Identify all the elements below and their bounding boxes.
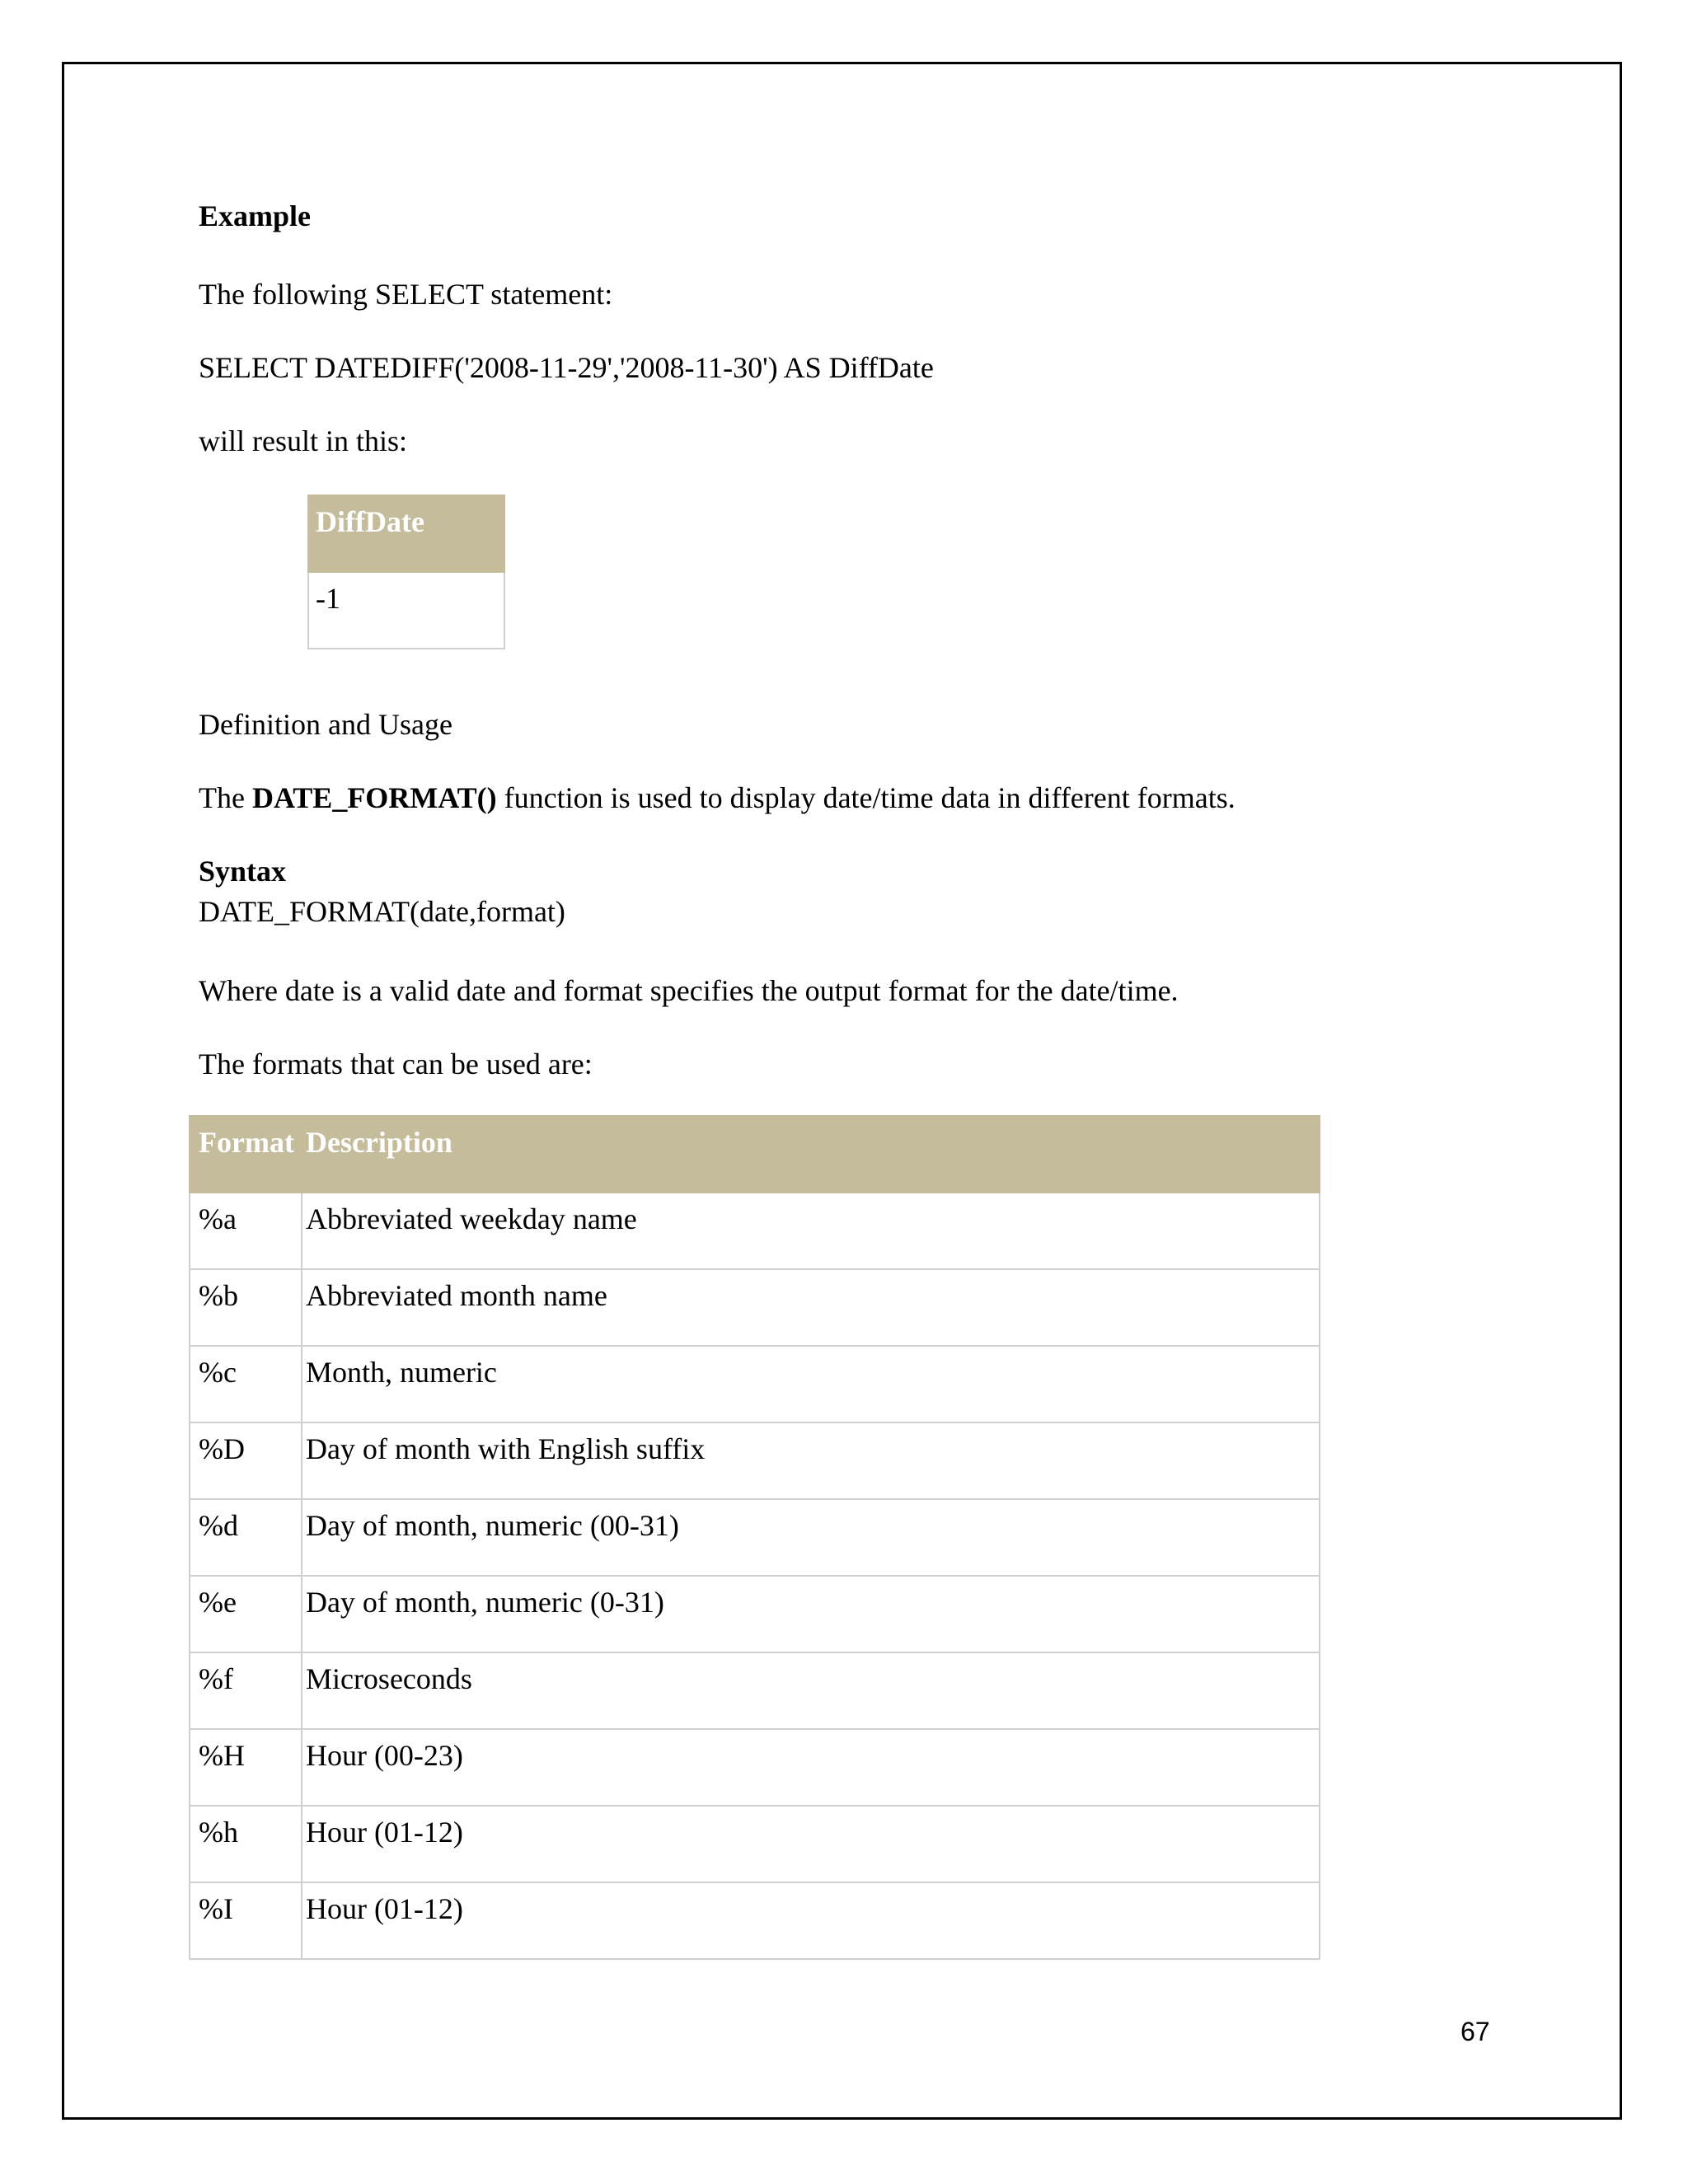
result-header-row — [308, 495, 504, 572]
format-cell: %H — [190, 1729, 302, 1806]
header-format: Format — [190, 1116, 302, 1193]
formats-table — [189, 1115, 1320, 1960]
format-cell: %D — [190, 1422, 302, 1499]
table-row — [190, 1499, 1320, 1576]
description-cell: Abbreviated weekday name — [302, 1193, 1320, 1269]
where-text: Where date is a valid date and format specifies the output format for the date/time. — [199, 974, 1179, 1007]
result-intro: will result in this: — [199, 424, 408, 457]
table-row — [190, 1882, 1320, 1959]
description-cell: Month, numeric — [302, 1346, 1320, 1422]
description-cell: Abbreviated month name — [302, 1269, 1320, 1346]
format-cell: %d — [190, 1499, 302, 1576]
header-description: Description — [302, 1116, 1320, 1193]
formats-header-row — [190, 1116, 1320, 1193]
format-cell: %e — [190, 1576, 302, 1652]
table-row — [190, 1193, 1320, 1269]
table-row — [190, 1346, 1320, 1422]
result-header-cell: DiffDate — [308, 495, 504, 572]
format-cell: %f — [190, 1652, 302, 1729]
format-cell: %h — [190, 1806, 302, 1882]
function-name: DATE_FORMAT() — [251, 781, 497, 814]
description-cell: Hour (01-12) — [302, 1806, 1320, 1882]
result-value-row — [308, 572, 504, 649]
example-heading: Example — [199, 199, 312, 232]
description-cell: Hour (00-23) — [302, 1729, 1320, 1806]
definition-heading: Definition and Usage — [199, 708, 452, 741]
syntax-text: DATE_FORMAT(date,format) — [199, 895, 565, 928]
format-cell: %b — [190, 1269, 302, 1346]
table-row — [190, 1729, 1320, 1806]
description-cell: Day of month, numeric (0-31) — [302, 1576, 1320, 1652]
description-cell: Day of month with English suffix — [302, 1422, 1320, 1499]
definition-suffix: function is used to display date/time data in different formats. — [496, 781, 1236, 814]
result-table — [307, 494, 505, 649]
table-row — [190, 1269, 1320, 1346]
table-row — [190, 1652, 1320, 1729]
format-cell: %c — [190, 1346, 302, 1422]
definition-prefix: The — [199, 781, 252, 814]
format-cell: %a — [190, 1193, 302, 1269]
table-row — [190, 1422, 1320, 1499]
description-cell: Day of month, numeric (00-31) — [302, 1499, 1320, 1576]
definition-text — [199, 780, 1236, 816]
page-number: 67 — [1461, 2017, 1490, 2046]
description-cell: Hour (01-12) — [302, 1882, 1320, 1959]
intro-text: The following SELECT statement: — [199, 278, 613, 311]
table-row — [190, 1806, 1320, 1882]
sql-statement: SELECT DATEDIFF('2008-11-29','2008-11-30') AS DiffDate — [199, 351, 934, 384]
syntax-heading: Syntax — [199, 855, 287, 888]
formats-intro: The formats that can be used are: — [199, 1047, 593, 1080]
description-cell: Microseconds — [302, 1652, 1320, 1729]
table-row — [190, 1576, 1320, 1652]
format-cell: %I — [190, 1882, 302, 1959]
result-value-cell: -1 — [308, 572, 504, 649]
